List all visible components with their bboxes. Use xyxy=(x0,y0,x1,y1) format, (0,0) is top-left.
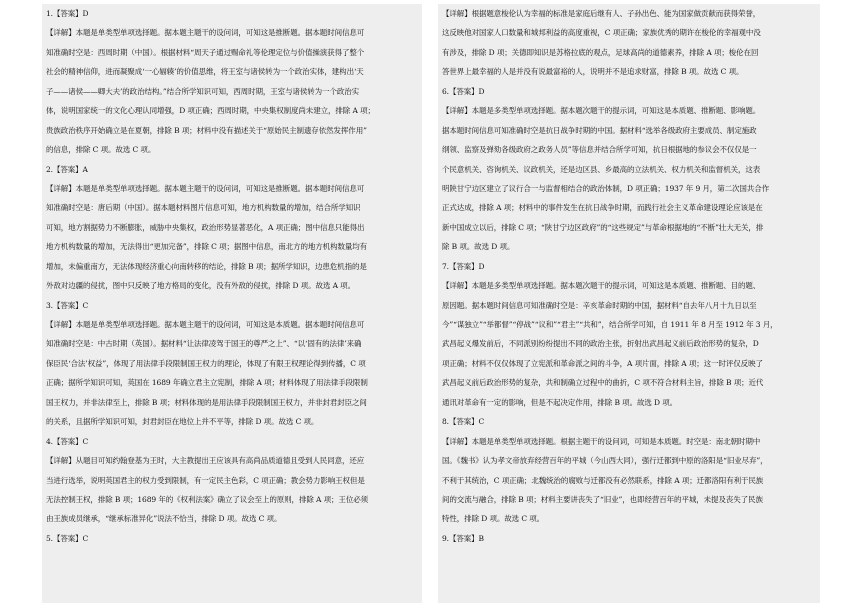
text-line: 增加，未偏重南方，无法体现经济重心向南转移的结论，排除 B 项；据所学知识，边患危机指的是 xyxy=(46,261,367,271)
text-line: 不利于其统治，C 项正确；北魏统治的腐败与迁都没有必然联系，排除 A 项；迁都洛阳有利于民族 xyxy=(442,475,764,485)
text-line: 贵族政治秩序开始确立是在夏朝，排除 B 项；材料中没有描述关于“原始民主制遗存依然发挥作用” xyxy=(46,125,367,135)
text-line: 知准确时空是：西周时期（中国）。根据材料“周天子通过赐命礼等伦理定位与价值操演获得了整个 xyxy=(46,47,365,57)
text-line: 正确；据所学知识可知，英国在 1689 年确立君主立宪制，排除 A 项；材料体现了用法律手段限制 xyxy=(46,378,368,388)
text-line: 国王权力，并非法律至上，排除 B 项；材料体现的是用法律手段限制国王权力，并非封君封臣之间 xyxy=(46,397,367,407)
text-line: 今”“谋独立”“举都督”“停战”“议和”“君主”“共和”，结合所学可知，自 1911 年 8 月至 1912 年 3 月， xyxy=(442,320,778,329)
text-line: 的关系，且据所学知识可知，封君封臣在地位上并不平等，排除 D 项。故选 C 项。 xyxy=(46,417,319,427)
text-line: 原因题。据本题时间信息可知准确时空是：辛亥革命时期的中国，据材料“自去年八月十九日以至 xyxy=(442,300,757,310)
text-line: 特性，排除 D 项。故选 C 项。 xyxy=(442,514,545,524)
text-line: 项正确；材料不仅仅体现了立宪派和革命派之间的斗争，A 项片面，排除 A 项；这一时评仅反映了 xyxy=(442,358,763,368)
text-line: 3.【答案】C xyxy=(46,300,89,310)
text-line: 通讯对革命有一定的影响，但是不起决定作用，排除 B 项。故选 D 项。 xyxy=(442,397,678,407)
text-line: 5.【答案】C xyxy=(46,533,89,543)
text-line: 社会的精神信仰，进而凝聚成‘一心辐辏’的价值思维，将王室与诸侯转为一个政治实体，建构出‘天 xyxy=(46,67,364,77)
text-line: 除 B 项。故选 D 项。 xyxy=(442,242,515,252)
text-line: 【详解】本题是单类型单项选择题。据本题主题干的设问词，可知这是推断题。据本题时间信息可 xyxy=(46,183,365,193)
text-line: 地方机构数量的增加，无法得出“更加完备”，排除 C 项；据图中信息，南北方的地方机构数量均有 xyxy=(46,242,368,252)
text-line: 知准确时空是：中古时期（英国）。据材料“让法律凌驾于国王的尊严之上”、“以‘固有的法律’来确 xyxy=(46,339,362,349)
text-line: 可知，地方割据势力不断膨胀，威胁中央集权，政治形势显著恶化，A 项正确；图中信息只能得出 xyxy=(46,222,365,232)
text-line: 间的交流与融合，排除 B 项；材料主要讲丧失了“旧业”，也即经营百年的平城，未提及丧失了民族 xyxy=(442,494,763,504)
text-line: 子——诸侯——卿大夫’的政治结构。”结合所学知识可知，西周时期，王室与诸侯转为一个政治实 xyxy=(46,86,360,96)
text-line: 【详解】根据题意梭伦认为幸福的标准是家庭后继有人、子孙出色、能为国家做贡献而获得荣誉， xyxy=(442,9,761,18)
text-line: 正式达成，排除 A 项；材料中的事件发生在抗日战争时期，而践行社会主义革命建设理论应该是在 xyxy=(442,203,763,213)
text-line: 保臣民‘合法’权益”，体现了用法律手段限制国王权力的理论，体现了有限王权理论得到传播，C 项 xyxy=(46,358,366,368)
column-divider xyxy=(430,0,431,607)
text-line: 知准确时空是：唐后期（中国）。据本题材料图片信息可知，地方机构数量的增加，结合所学知识 xyxy=(46,203,361,213)
text-line: 个民意机关、咨询机关、议政机关，还是边区县、乡最高的立法机关、权力机关和监督机关，这表 xyxy=(442,164,761,174)
left-answer-column xyxy=(42,4,422,603)
text-line: 7.【答案】D xyxy=(442,261,485,271)
text-line: 6.【答案】D xyxy=(442,86,485,96)
text-line: 的信息，排除 C 项。故选 C 项。 xyxy=(46,145,156,155)
text-line: 明陕甘宁边区建立了议行合一与监督相结合的政治体制，D 项正确；1937 年 9 月，第二次国共合作 xyxy=(442,183,770,193)
text-line: 8.【答案】C xyxy=(442,417,485,427)
right-answer-column xyxy=(438,4,820,603)
text-line: 4.【答案】C xyxy=(46,436,89,446)
text-line: 2.【答案】A xyxy=(46,164,88,174)
text-line: 这反映他对国家人口数量和城邦利益的高度重视，C 项正确；家族优秀的期许在梭伦的幸福观中没 xyxy=(442,28,761,38)
text-line: 9.【答案】B xyxy=(442,533,484,543)
text-line: 据本题时间信息可知准确时空是抗日战争时期的中国。据材料“选举各级政府主要成员、制定施政 xyxy=(442,125,757,135)
text-line: 当进行选举，说明英国君主的权力受到限制，有一定民主色彩，C 项正确；教会势力影响王权但是 xyxy=(46,475,365,485)
text-line: 纲领、监察及弹劾各级政府之政务人员”等信息并结合所学可知，抗日根据地的参议会不仅仅是一 xyxy=(442,145,757,155)
text-line: 【详解】本题是单类型单项选择题。根据主题干的设问词，可知是本质题。时空是：南北朝时期中 xyxy=(442,436,761,446)
text-line: 【详解】本题是多类型单项选择题。据本题次题干的提示词，可知这是本质题、推断题、影响题。 xyxy=(442,106,761,116)
text-line: 【详解】从题目可知约翰登基为王时，大主教提出王应该具有高尚品质道德且受到人民同意，还应 xyxy=(46,456,365,466)
text-line: 国。《魏书》认为孝文帝放弃经营百年的平城（今山西大同），强行迁都到中原的洛阳是“旧业尽弃”， xyxy=(442,456,768,466)
text-line: 体，说明国家统一的文化心理认同增强，D 项正确；西周时期，中央集权制度尚未建立，排除 A 项； xyxy=(46,106,375,116)
text-line: 【详解】本题是多类型单项选择题。据本题次题干的提示词，可知这是本质题、推断题、目的题、 xyxy=(442,281,761,291)
text-line: 【详解】本题是单类型单项选择题。据本题主题干的设问词，可知这是推断题。据本题时间信息可 xyxy=(46,28,365,38)
text-line: 【详解】本题是单类型单项选择题。据本题主题干的设问词，可知这是本质题。据本题时间信息可 xyxy=(46,320,365,329)
text-line: 新中国成立以后，排除 C 项；“陕甘宁边区政府”的“这些规定”与革命根据地的“不断”壮大无关，排 xyxy=(442,222,764,232)
text-line: 由王族成员继承，“继承标准异化”说法不恰当，排除 D 项。故选 C 项。 xyxy=(46,514,282,524)
text-line: 外敌对边疆的侵扰，图中只反映了地方格局的变化，没有外敌的侵扰，排除 D 项。故选 A 项。 xyxy=(46,281,355,291)
text-line: 1.【答案】D xyxy=(46,9,89,18)
text-line: 有涉及，排除 D 项；关德即知识是苏格拉底的观点，足球高尚的道德素养，排除 A 项；梭伦在回 xyxy=(442,47,759,57)
text-line: 无法控制王权，排除 B 项；1689 年的《权利法案》确立了议会至上的原则，排除 A 项；王位必须 xyxy=(46,494,369,504)
text-line: 武昌起义前后政治形势的复杂，共和制确立过程中的曲折，C 项不符合材料主旨，排除 B 项；近代 xyxy=(442,378,764,388)
text-line: 武昌起义爆发前后，不同派别纷纷提出不同的政治主张，折射出武昌起义前后政治形势的复杂，D xyxy=(442,339,759,349)
text-line: 答世界上最幸福的人是并没有说最富裕的人，说明并不是追求财富，排除 B 项。故选 C 项。 xyxy=(442,67,744,77)
